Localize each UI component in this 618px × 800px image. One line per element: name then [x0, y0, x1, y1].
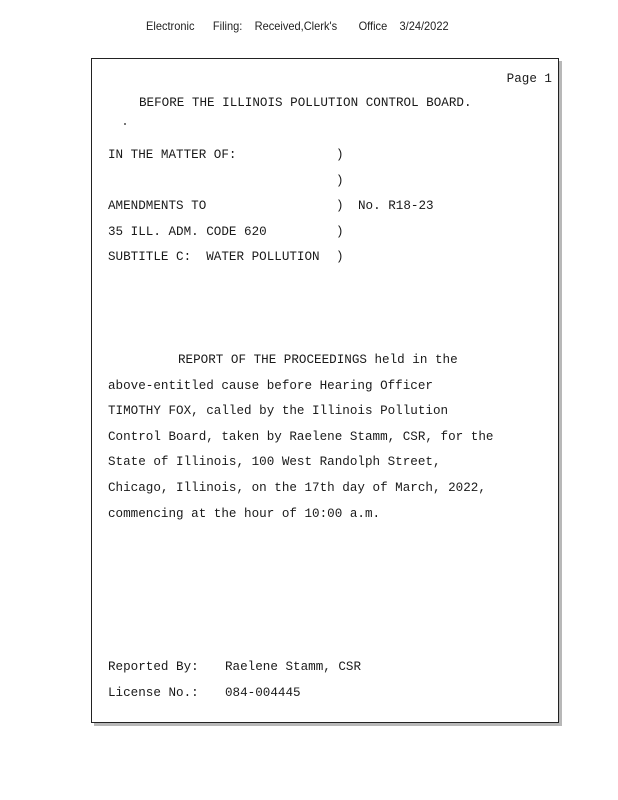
license-value: 084-004445 — [225, 686, 301, 700]
body-line: State of Illinois, 100 West Randolph Street, — [108, 455, 441, 469]
body-line: Control Board, taken by Raelene Stamm, CSR, for the — [108, 430, 494, 444]
caption-subtitle: SUBTITLE C: WATER POLLUTION — [108, 250, 320, 264]
body-line: commencing at the hour of 10:00 a.m. — [108, 507, 381, 521]
reported-by-label: Reported By: — [108, 660, 199, 674]
page-number: Page 1 — [506, 72, 552, 86]
body-line: TIMOTHY FOX, called by the Illinois Pollution — [108, 404, 449, 418]
stamp-word: Office — [358, 19, 388, 33]
caption-paren: ) — [336, 250, 344, 264]
caption-amendments: AMENDMENTS TO — [108, 199, 207, 213]
license-label: License No.: — [108, 686, 199, 700]
transcript-page — [91, 58, 559, 723]
stamp-word: Received,Clerk's — [254, 19, 338, 33]
stamp-word: Electronic — [146, 19, 195, 33]
caption-paren: ) — [336, 174, 344, 188]
stamp-word: Filing: — [212, 19, 243, 33]
reported-by-value: Raelene Stamm, CSR — [225, 660, 362, 674]
caption-paren: ) — [336, 225, 344, 239]
caption-code: 35 ILL. ADM. CODE 620 — [108, 225, 267, 239]
page-heading: BEFORE THE ILLINOIS POLLUTION CONTROL BOARD. — [139, 96, 472, 110]
stamp-word: 3/24/2022 — [399, 19, 449, 33]
electronic-filing-stamp — [146, 19, 449, 33]
caption-paren: ) — [336, 148, 344, 162]
body-line: above-entitled cause before Hearing Officer — [108, 379, 433, 393]
body-line: Chicago, Illinois, on the 17th day of March, 2022, — [108, 481, 486, 495]
case-number: No. R18-23 — [358, 199, 434, 213]
caption-matter: IN THE MATTER OF: — [108, 148, 237, 162]
scan-speck — [124, 123, 126, 125]
caption-paren: ) — [336, 199, 344, 213]
body-line: REPORT OF THE PROCEEDINGS held in the — [178, 353, 458, 367]
